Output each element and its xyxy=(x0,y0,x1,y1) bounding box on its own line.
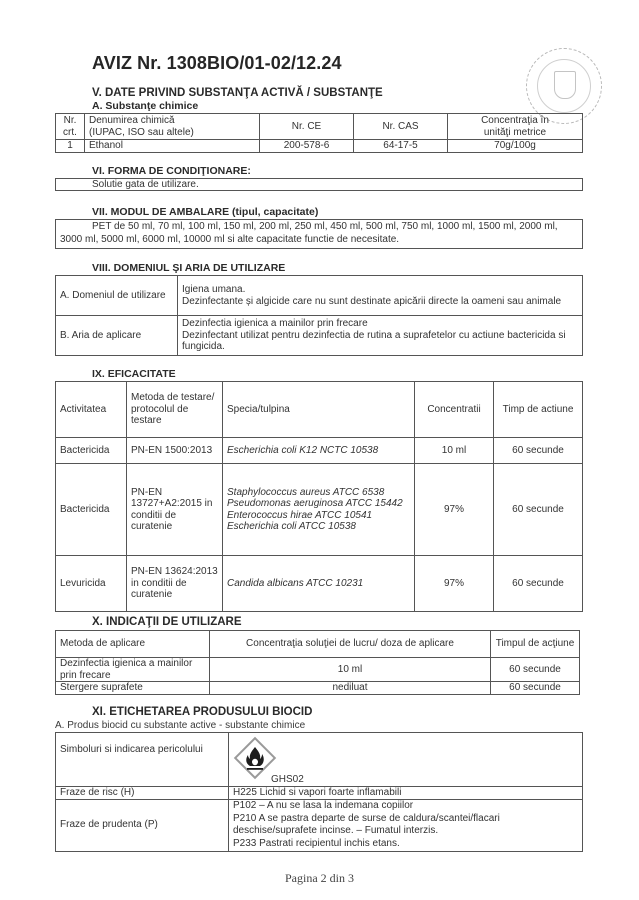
section-11-title: XI. ETICHETAREA PRODUSULUI BIOCID xyxy=(92,706,313,718)
pictogram-code: GHS02 xyxy=(271,773,304,785)
cell-concentration: 97% xyxy=(415,464,494,556)
cell-activity: Bactericida xyxy=(56,438,127,464)
packaging-form-value: Solutie gata de utilizare. xyxy=(55,178,583,191)
cell-cas: 64-17-5 xyxy=(354,140,448,153)
cell-name: Ethanol xyxy=(85,140,260,153)
cell-time: 60 secunde xyxy=(491,682,580,695)
table-row xyxy=(56,787,583,800)
prudence-value: P102 – A nu se lasa la indemana copiilor P210 A se pastra departe de surse de caldura/scantei/flacari deschise/suprafete incinse. – Fumatul interzis. P233 Pastrati recipientul inchis etans. xyxy=(229,799,583,851)
table-row xyxy=(56,658,580,682)
header-method: Metoda de aplicare xyxy=(56,631,210,658)
header-concentration: Concentraţia soluţiei de lucru/ doza de aplicare xyxy=(210,631,491,658)
biocide-labelling-table xyxy=(55,732,583,852)
table-row xyxy=(56,799,583,851)
domain-value: Igiena umana. Dezinfectante și algicide care nu sunt destinate apicării directe la oameni sau animale xyxy=(178,276,583,316)
cell-ce: 200-578-6 xyxy=(260,140,354,153)
table-row xyxy=(56,682,580,695)
cell-activity: Bactericida xyxy=(56,464,127,556)
cell-method: PN-EN 13727+A2:2015 in conditii de curatenie xyxy=(127,464,223,556)
header-nr: Nr. crt. xyxy=(56,114,85,140)
section-6-title: VI. FORMA DE CONDIŢIONARE: xyxy=(92,165,251,177)
cell-species: Candida albicans ATCC 10231 xyxy=(223,556,415,612)
header-method: Metoda de testare/ protocolul de testare xyxy=(127,382,223,438)
risk-value: H225 Lichid si vapori foarte inflamabili xyxy=(229,787,583,800)
usage-instructions-table xyxy=(55,630,580,695)
cell-concentration: 10 ml xyxy=(210,658,491,682)
cell-time: 60 secunde xyxy=(491,658,580,682)
area-label: B. Aria de aplicare xyxy=(56,316,178,356)
section-5-subtitle: A. Substanţe chimice xyxy=(92,100,199,112)
header-activity: Activitatea xyxy=(56,382,127,438)
cell-time: 60 secunde xyxy=(494,556,583,612)
page-number: Pagina 2 din 3 xyxy=(285,871,354,885)
table-row xyxy=(56,556,583,612)
table-row xyxy=(56,140,583,153)
document-title: AVIZ Nr. 1308BIO/01-02/12.24 xyxy=(92,53,342,73)
header-time: Timp de actiune xyxy=(494,382,583,438)
table-row xyxy=(56,438,583,464)
coat-of-arms-icon xyxy=(554,71,576,99)
cell-method: Stergere suprafete xyxy=(56,682,210,695)
section-5-title: V. DATE PRIVIND SUBSTANŢA ACTIVĂ / SUBSTANŢE xyxy=(92,87,383,99)
section-11-subtitle: A. Produs biocid cu substante active - substante chimice xyxy=(55,720,306,731)
cell-time: 60 secunde xyxy=(494,438,583,464)
efficacy-table xyxy=(55,381,583,612)
header-concentration: Concentraţia în unităţi metrice xyxy=(448,114,583,140)
flame-hazard-icon xyxy=(232,735,278,781)
header-cas: Nr. CAS xyxy=(354,114,448,140)
table-row xyxy=(56,733,583,787)
section-8-title: VIII. DOMENIUL ŞI ARIA DE UTILIZARE xyxy=(92,262,286,274)
section-7-title: VII. MODUL DE AMBALARE (tipul, capacitate) xyxy=(92,206,319,218)
cell-concentration: 10 ml xyxy=(415,438,494,464)
packaging-mode-value: PET de 50 ml, 70 ml, 100 ml, 150 ml, 200 ml, 250 ml, 450 ml, 500 ml, 750 ml, 1000 ml, 1500 ml, 2000 ml, 3000 ml, 5000 ml, 6000 ml, 10000 ml si alte capacitate functie de necesitate. xyxy=(55,219,583,249)
domain-label: A. Domeniul de utilizare xyxy=(56,276,178,316)
cell-concentration: nediluat xyxy=(210,682,491,695)
header-chemical-name: Denumirea chimică (IUPAC, ISO sau altele) xyxy=(85,114,260,140)
section-10-title: X. INDICAŢII DE UTILIZARE xyxy=(92,616,242,628)
cell-method: Dezinfectia igienica a mainilor prin frecare xyxy=(56,658,210,682)
header-time: Timpul de acţiune xyxy=(491,631,580,658)
header-concentration: Concentratii xyxy=(415,382,494,438)
symbols-label: Simboluri si indicarea pericolului xyxy=(56,733,229,787)
risk-label: Fraze de risc (H) xyxy=(56,787,229,800)
prudence-label: Fraze de prudenta (P) xyxy=(56,799,229,851)
usage-domain-table xyxy=(55,275,583,356)
section-9-title: IX. EFICACITATE xyxy=(92,368,176,380)
cell-species: Escherichia coli K12 NCTC 10538 xyxy=(223,438,415,464)
cell-concentration: 97% xyxy=(415,556,494,612)
table-row xyxy=(56,276,583,316)
header-ce: Nr. CE xyxy=(260,114,354,140)
cell-method: PN-EN 1500:2013 xyxy=(127,438,223,464)
cell-activity: Levuricida xyxy=(56,556,127,612)
cell-method: PN-EN 13624:2013 in conditii de curatenie xyxy=(127,556,223,612)
cell-time: 60 secunde xyxy=(494,464,583,556)
active-substances-table xyxy=(55,113,583,153)
table-row xyxy=(56,316,583,356)
cell-concentration: 70g/100g xyxy=(448,140,583,153)
cell-nr: 1 xyxy=(56,140,85,153)
area-value: Dezinfectia igienica a mainilor prin frecare Dezinfectant utilizat pentru dezinfectia de rutina a suprafetelor cu actiune bactericida si fungicida. xyxy=(178,316,583,356)
table-row xyxy=(56,464,583,556)
header-species: Specia/tulpina xyxy=(223,382,415,438)
cell-species: Staphylococcus aureus ATCC 6538 Pseudomonas aeruginosa ATCC 15442 Enterococcus hirae ATCC 10541 Escherichia coli ATCC 10538 xyxy=(223,464,415,556)
symbols-value xyxy=(229,733,583,787)
